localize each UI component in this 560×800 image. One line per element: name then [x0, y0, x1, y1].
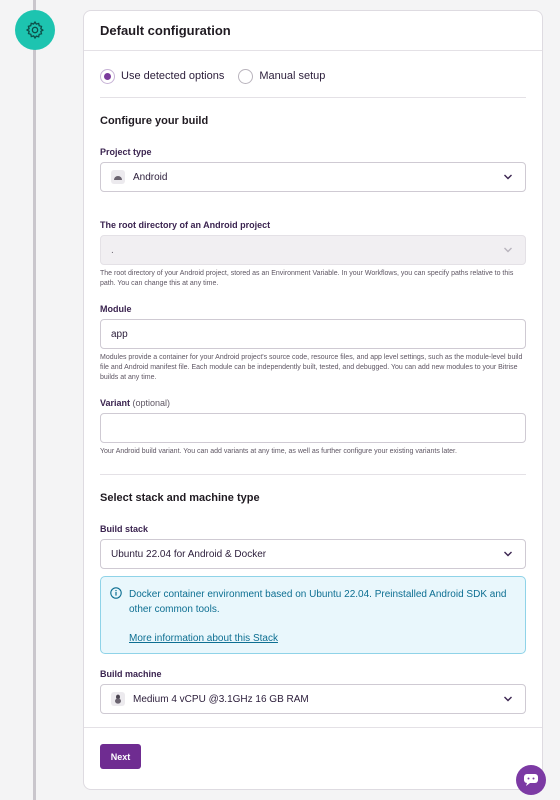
- variant-label-text: Variant: [100, 398, 131, 408]
- module-label: Module: [100, 304, 132, 314]
- linux-icon: [111, 692, 125, 706]
- build-stack-select[interactable]: [100, 539, 526, 569]
- stack-info-text: Docker container environment based on Ubuntu 22.04. Preinstalled Android SDK and other common tools.: [129, 589, 507, 615]
- root-dir-value: .: [111, 244, 114, 256]
- chevron-down-icon: [503, 173, 513, 181]
- build-stack-value: Ubuntu 22.04 for Android & Docker: [111, 548, 267, 560]
- radio-indicator[interactable]: [238, 69, 253, 84]
- build-stack-label: Build stack: [100, 524, 149, 534]
- setup-mode-group: [100, 51, 526, 97]
- divider: [100, 474, 526, 475]
- timeline-line: [33, 0, 36, 800]
- radio-label: Use detected options: [121, 70, 225, 82]
- build-machine-select[interactable]: [100, 684, 526, 714]
- section-title-build: Configure your build: [100, 115, 209, 127]
- module-value: app: [111, 328, 128, 340]
- variant-help: Your Android build variant. You can add variants at any time, as well as further configure your existing variants later.: [100, 448, 457, 455]
- variant-label: [100, 398, 526, 408]
- radio-label: Manual setup: [259, 70, 326, 82]
- info-icon: [110, 587, 122, 599]
- project-type-label: Project type: [100, 147, 152, 157]
- chevron-down-icon: [503, 550, 513, 558]
- project-type-select[interactable]: [100, 162, 526, 192]
- chat-button[interactable]: [516, 765, 546, 795]
- default-configuration-card: [83, 10, 543, 790]
- section-title-stack: Select stack and machine type: [100, 492, 260, 504]
- module-help: Modules provide a container for your Android project's source code, resource files, and app level settings, such as the module-level build file and Android manifest file. Each module can be independently built, tested, and debugged. You can add new modules to your Bitrise builds at any time.: [100, 354, 523, 381]
- stack-info-link[interactable]: More information about this Stack: [129, 633, 278, 644]
- project-type-value: Android: [133, 171, 168, 183]
- build-machine-label: Build machine: [100, 669, 162, 679]
- chevron-down-icon: [503, 246, 513, 254]
- root-dir-help: The root directory of your Android project, stored as an Environment Variable. In your Workflows, you can specify paths relative to this path. You can change this at any time.: [100, 270, 514, 287]
- footer-divider: [84, 727, 542, 728]
- radio-manual-setup[interactable]: [238, 69, 325, 84]
- root-dir-label: The root directory of an Android project: [100, 220, 271, 230]
- stack-info-box: [100, 576, 526, 654]
- android-icon: [111, 170, 125, 184]
- radio-selected-indicator[interactable]: [100, 69, 115, 84]
- variant-input[interactable]: [100, 413, 526, 443]
- gear-icon: [25, 20, 45, 40]
- divider: [100, 97, 526, 98]
- chevron-down-icon: [503, 695, 513, 703]
- radio-use-detected[interactable]: [100, 69, 224, 84]
- step-indicator: [15, 10, 55, 50]
- root-dir-select: [100, 235, 526, 265]
- build-machine-value: Medium 4 vCPU @3.1GHz 16 GB RAM: [133, 693, 309, 705]
- module-input[interactable]: [100, 319, 526, 349]
- card-title: Default configuration: [84, 11, 542, 51]
- optional-tag: (optional): [132, 398, 171, 408]
- next-button[interactable]: Next: [100, 744, 141, 769]
- chat-icon: [523, 773, 539, 787]
